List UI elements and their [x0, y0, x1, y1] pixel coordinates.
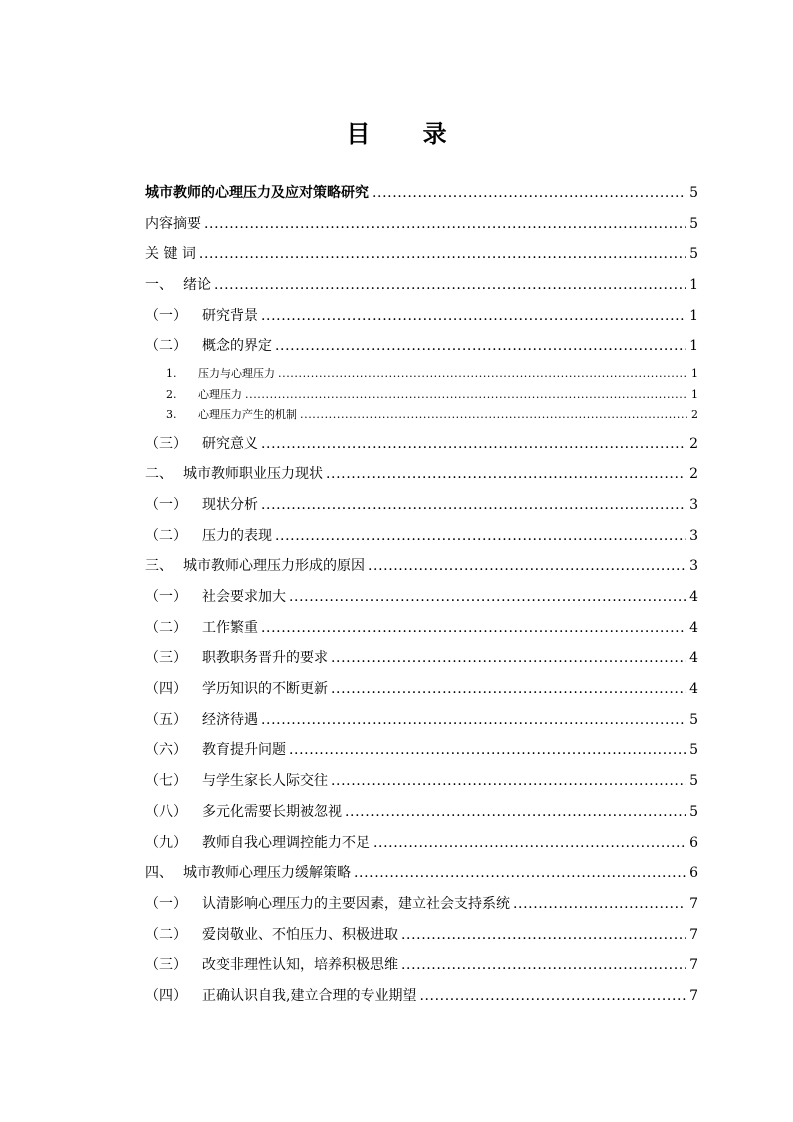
- toc-entry-title: [145, 705, 258, 736]
- toc-entry[interactable]: [145, 490, 698, 521]
- toc-dot-leader: [199, 239, 686, 270]
- toc-entry-label: 城市教师职业压力现状: [183, 466, 323, 483]
- toc-entry-label: 社会要求加大: [202, 589, 286, 606]
- toc-dot-leader: [401, 950, 686, 981]
- toc-entry-number: 1.: [166, 367, 177, 381]
- toc-page-number: 7: [689, 895, 698, 912]
- toc-entry-title: [145, 429, 258, 460]
- toc-entry[interactable]: [145, 858, 698, 889]
- toc-dot-leader: [289, 582, 686, 613]
- toc-entry[interactable]: [145, 301, 698, 332]
- toc-entry[interactable]: [145, 521, 698, 552]
- toc-entry-title: [145, 331, 272, 362]
- toc-entry-title: [145, 643, 328, 674]
- toc-entry-title: [145, 301, 258, 332]
- toc-entry-label: 认清影响心理压力的主要因素，建立社会支持系统: [202, 895, 510, 912]
- toc-entry-label: 学历知识的不断更新: [202, 681, 328, 698]
- toc-page-number: 3: [689, 558, 698, 575]
- toc-entry[interactable]: [145, 797, 698, 828]
- toc-entry-number: 一、: [145, 277, 173, 294]
- toc-dot-leader: [261, 490, 686, 521]
- toc-entry-title: [145, 582, 286, 613]
- toc-page-number: 4: [689, 650, 698, 667]
- toc-entry-number: （四）: [145, 987, 187, 1004]
- toc-entry[interactable]: [145, 582, 698, 613]
- toc-entry[interactable]: [145, 239, 698, 270]
- toc-entry-label: 内容摘要: [145, 215, 201, 232]
- toc-entry-label: 与学生家长人际交往: [202, 773, 328, 790]
- toc-page-number: 4: [689, 681, 698, 698]
- toc-entry[interactable]: [145, 889, 698, 920]
- toc-page-number: 4: [689, 589, 698, 606]
- toc-entry-label: 改变非理性认知，培养积极思维: [202, 957, 398, 974]
- toc-entry[interactable]: [145, 551, 698, 582]
- toc-entry-number: （七）: [145, 773, 187, 790]
- toc-entry[interactable]: [145, 613, 698, 644]
- toc-entry-number: 四、: [145, 865, 173, 882]
- toc-page-number: 2: [689, 435, 698, 452]
- toc-dot-leader: [513, 889, 686, 920]
- toc-entry-number: （一）: [145, 589, 187, 606]
- toc-entry[interactable]: [145, 950, 698, 981]
- toc-entry-title: [166, 405, 297, 426]
- toc-entry-number: （一）: [145, 895, 187, 912]
- toc-entry-label: 现状分析: [202, 496, 258, 513]
- toc-dot-leader: [300, 405, 687, 426]
- toc-dot-leader: [214, 270, 686, 301]
- toc-entry-title: [145, 270, 211, 301]
- toc-entry-number: （四）: [145, 681, 187, 698]
- toc-entry[interactable]: [145, 459, 698, 490]
- toc-entry-title: [145, 889, 510, 920]
- toc-entry-label: 城市教师的心理压力及应对策略研究: [145, 184, 369, 201]
- toc-dot-leader: [289, 736, 686, 767]
- toc-entry-label: 研究意义: [202, 435, 258, 452]
- toc-entry-label: 概念的界定: [202, 338, 272, 355]
- toc-entry[interactable]: [145, 736, 698, 767]
- toc-entry-title: [145, 858, 351, 889]
- toc-page-number: 2: [689, 466, 698, 483]
- toc-entry-number: 二、: [145, 466, 173, 483]
- toc-entry-label: 城市教师心理压力形成的原因: [183, 558, 365, 575]
- toc-entry[interactable]: [145, 270, 698, 301]
- toc-entry-label: 绪论: [183, 277, 211, 294]
- toc-entry-number: （五）: [145, 711, 187, 728]
- toc-page-number: 4: [689, 619, 698, 636]
- toc-entry-number: （八）: [145, 803, 187, 820]
- toc-entry[interactable]: [145, 920, 698, 951]
- toc-entry-label: 关 键 词: [145, 246, 196, 263]
- toc-entry[interactable]: [145, 705, 698, 736]
- toc-page-number: 1: [691, 387, 698, 401]
- toc-entry-label: 教育提升问题: [202, 742, 286, 759]
- toc-entry-number: （二）: [145, 926, 187, 943]
- toc-entry-label: 心理压力产生的机制: [198, 408, 297, 422]
- toc-entry-title: [145, 239, 196, 270]
- toc-entry-title: [145, 490, 258, 521]
- toc-entry-label: 心理压力: [198, 387, 242, 401]
- toc-dot-leader: [245, 385, 687, 406]
- toc-entry-number: （三）: [145, 650, 187, 667]
- toc-entry-label: 经济待遇: [202, 711, 258, 728]
- toc-entry-number: （一）: [145, 307, 187, 324]
- toc-entry-number: （二）: [145, 338, 187, 355]
- toc-entry-title: [145, 735, 286, 766]
- toc-entry[interactable]: [145, 674, 698, 705]
- toc-entry-number: 三、: [145, 558, 173, 575]
- toc-entry-label: 多元化需要长期被忽视: [202, 803, 342, 820]
- toc-page-number: 1: [691, 367, 698, 381]
- toc-entry-label: 爱岗敬业、不怕压力、积极进取: [202, 926, 398, 943]
- toc-page-number: 5: [689, 184, 698, 201]
- toc-entry-label: 压力的表现: [202, 527, 272, 544]
- toc-dot-leader: [275, 521, 686, 552]
- toc-dot-leader: [204, 209, 686, 240]
- toc-entry-number: （九）: [145, 834, 187, 851]
- toc-entry-label: 正确认识自我,建立合理的专业期望: [202, 987, 417, 1004]
- toc-dot-leader: [275, 331, 686, 362]
- toc-dot-leader: [331, 674, 686, 705]
- toc-entry[interactable]: [145, 364, 698, 385]
- toc-entry-title: [145, 797, 342, 828]
- toc-entry-title: [145, 178, 369, 209]
- toc-entry[interactable]: [145, 828, 698, 859]
- toc-page-number: 5: [689, 742, 698, 759]
- toc-entry-title: [145, 981, 416, 1012]
- toc-entry-number: （二）: [145, 619, 187, 636]
- toc-entry[interactable]: [145, 405, 698, 426]
- toc-entry-title: [145, 828, 370, 859]
- toc-dot-leader: [401, 920, 686, 951]
- toc-dot-leader: [419, 981, 686, 1012]
- toc-page-number: 1: [689, 307, 698, 324]
- toc-dot-leader: [345, 797, 686, 828]
- toc-page-number: 5: [689, 711, 698, 728]
- toc-dot-leader: [326, 459, 686, 490]
- toc-entry-number: （三）: [145, 435, 187, 452]
- toc-entry[interactable]: [145, 766, 698, 797]
- toc-dot-leader: [368, 551, 686, 582]
- toc-dot-leader: [373, 828, 686, 859]
- toc-entry[interactable]: [145, 981, 698, 1012]
- toc-entry-title: [145, 613, 258, 644]
- toc-dot-leader: [261, 301, 686, 332]
- toc-entry-number: 2.: [166, 387, 177, 401]
- toc-page-number: 6: [689, 834, 698, 851]
- toc-entry-title: [145, 209, 201, 240]
- toc-page-number: 7: [689, 926, 698, 943]
- toc-page-number: 6: [689, 865, 698, 882]
- page-title: 目 录: [346, 120, 469, 148]
- toc-entry[interactable]: [145, 178, 698, 209]
- toc-page-number: 5: [689, 773, 698, 790]
- toc-page-number: 7: [689, 957, 698, 974]
- toc-entry-label: 城市教师心理压力缓解策略: [183, 865, 351, 882]
- toc-entry[interactable]: [145, 331, 698, 362]
- toc-page-number: 5: [689, 246, 698, 263]
- toc-page-number: 3: [689, 527, 698, 544]
- toc-entry-title: [145, 521, 272, 552]
- toc-entry-title: [145, 920, 398, 951]
- toc-entry-title: [145, 459, 323, 490]
- toc-dot-leader: [261, 429, 686, 460]
- toc-entry-label: 压力与心理压力: [198, 367, 275, 381]
- toc-entry-number: （二）: [145, 527, 187, 544]
- toc-page-number: 2: [691, 408, 698, 422]
- toc-dot-leader: [354, 858, 686, 889]
- toc-entry-label: 工作繁重: [202, 619, 258, 636]
- toc-entry-label: 教师自我心理调控能力不足: [202, 834, 370, 851]
- toc-entry-number: （三）: [145, 957, 187, 974]
- toc-entry-title: [145, 950, 398, 981]
- toc-dot-leader: [372, 178, 686, 209]
- toc-page-number: 3: [689, 496, 698, 513]
- toc-entry-number: （一）: [145, 496, 187, 513]
- toc-entry-title: [145, 551, 365, 582]
- table-of-contents: [145, 178, 698, 1012]
- toc-entry[interactable]: [145, 385, 698, 406]
- toc-page-number: 1: [689, 277, 698, 294]
- toc-dot-leader: [261, 705, 686, 736]
- toc-entry-title: [145, 766, 328, 797]
- toc-entry[interactable]: [145, 643, 698, 674]
- toc-dot-leader: [331, 766, 686, 797]
- toc-entry[interactable]: [145, 209, 698, 240]
- toc-entry-number: （六）: [145, 742, 187, 759]
- toc-entry-title: [166, 364, 275, 385]
- toc-entry-title: [166, 385, 242, 406]
- toc-dot-leader: [261, 613, 686, 644]
- toc-entry-label: 职教职务晋升的要求: [202, 650, 328, 667]
- toc-page-number: 5: [689, 803, 698, 820]
- toc-entry-label: 研究背景: [202, 307, 258, 324]
- toc-dot-leader: [278, 364, 687, 385]
- toc-page-number: 5: [689, 215, 698, 232]
- toc-entry[interactable]: [145, 429, 698, 460]
- toc-page-number: 7: [689, 987, 698, 1004]
- toc-entry-number: 3.: [166, 408, 177, 422]
- toc-page-number: 1: [689, 338, 698, 355]
- toc-dot-leader: [331, 643, 686, 674]
- toc-entry-title: [145, 674, 328, 705]
